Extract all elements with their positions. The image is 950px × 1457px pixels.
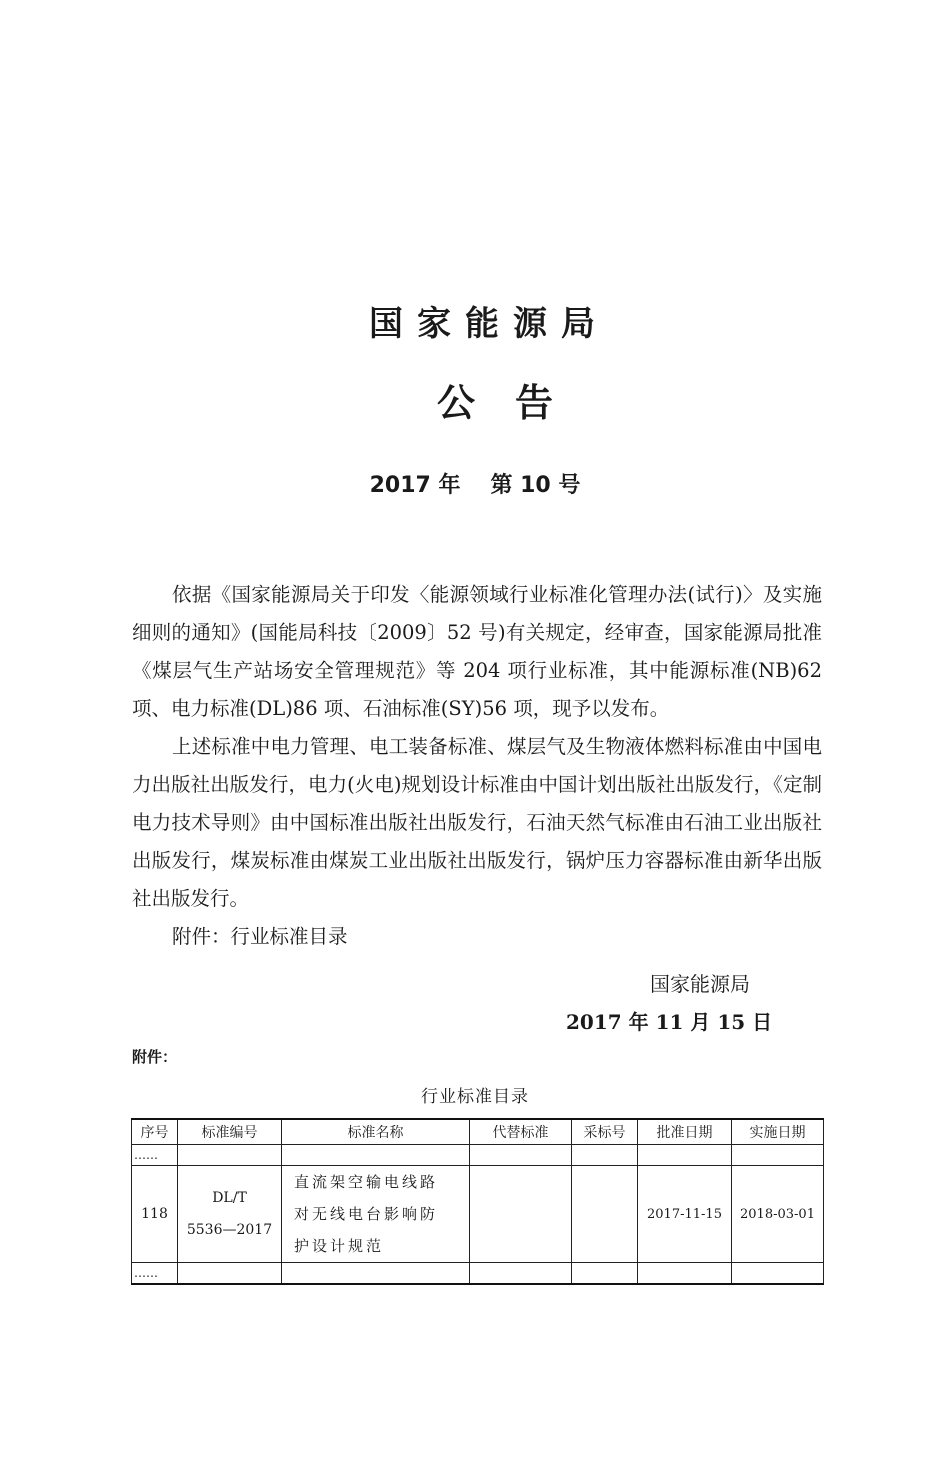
issue-number <box>0 468 950 499</box>
col-header-index: 序号 <box>132 1119 178 1145</box>
notice-title: 公告 <box>436 381 593 425</box>
standards-table <box>131 1118 824 1285</box>
col-header-code: 标准编号 <box>178 1119 282 1145</box>
table-row-ellipsis <box>132 1263 824 1285</box>
table-row <box>132 1166 824 1263</box>
attachment-reference: 附件：行业标准目录 <box>172 925 348 948</box>
table-row-ellipsis <box>132 1145 824 1166</box>
issue-year: 2017 年 <box>369 473 461 498</box>
cell-effective-date: 2018-03-01 <box>732 1166 824 1263</box>
body-paragraph-1: 依据《国家能源局关于印发〈能源领域行业标准化管理办法(试行)〉及实施细则的通知》(国能局科技〔2009〕52 号)有关规定，经审查，国家能源局批准《煤层气生产站场安全管理规范》等 204 项行业标准，其中能源标准(NB)62 项、电力标准(DL)86 项、石油标准(SY)56 项，现予以发布。 <box>132 583 822 720</box>
attachment-label: 附件： <box>132 1048 178 1066</box>
col-header-effective-date: 实施日期 <box>732 1119 824 1145</box>
ellipsis-cell: …… <box>132 1145 178 1166</box>
ellipsis-cell: …… <box>132 1263 178 1285</box>
table-header-row <box>132 1119 824 1145</box>
col-header-replaces: 代替标准 <box>470 1119 572 1145</box>
col-header-approval-date: 批准日期 <box>638 1119 732 1145</box>
cell-approval-date: 2017-11-15 <box>638 1166 732 1263</box>
signature-organization: 国家能源局 <box>650 972 750 996</box>
table-title: 行业标准目录 <box>421 1087 529 1107</box>
col-header-name: 标准名称 <box>282 1119 470 1145</box>
page-title: 国家能源局 <box>369 304 609 344</box>
cell-index: 118 <box>132 1166 178 1263</box>
signature-date: 2017 年 11 月 15 日 <box>566 1010 773 1034</box>
cell-code: DL/T 5536—2017 <box>178 1166 282 1263</box>
issue-seq: 第 10 号 <box>490 473 581 498</box>
cell-name: 直流架空输电线路 对无线电台影响防 护设计规范 <box>282 1166 470 1263</box>
cell-adopted <box>572 1166 638 1263</box>
body-paragraph-2: 上述标准中电力管理、电工装备标准、煤层气及生物液体燃料标准由中国电力出版社出版发行，电力(火电)规划设计标准由中国计划出版社出版发行，《定制电力技术导则》由中国标准出版社出版发行，石油天然气标准由石油工业出版社出版发行，煤炭标准由煤炭工业出版社出版发行，锅炉压力容器标准由新华出版社出版发行。 <box>132 735 822 910</box>
cell-replaces <box>470 1166 572 1263</box>
col-header-adopted: 采标号 <box>572 1119 638 1145</box>
